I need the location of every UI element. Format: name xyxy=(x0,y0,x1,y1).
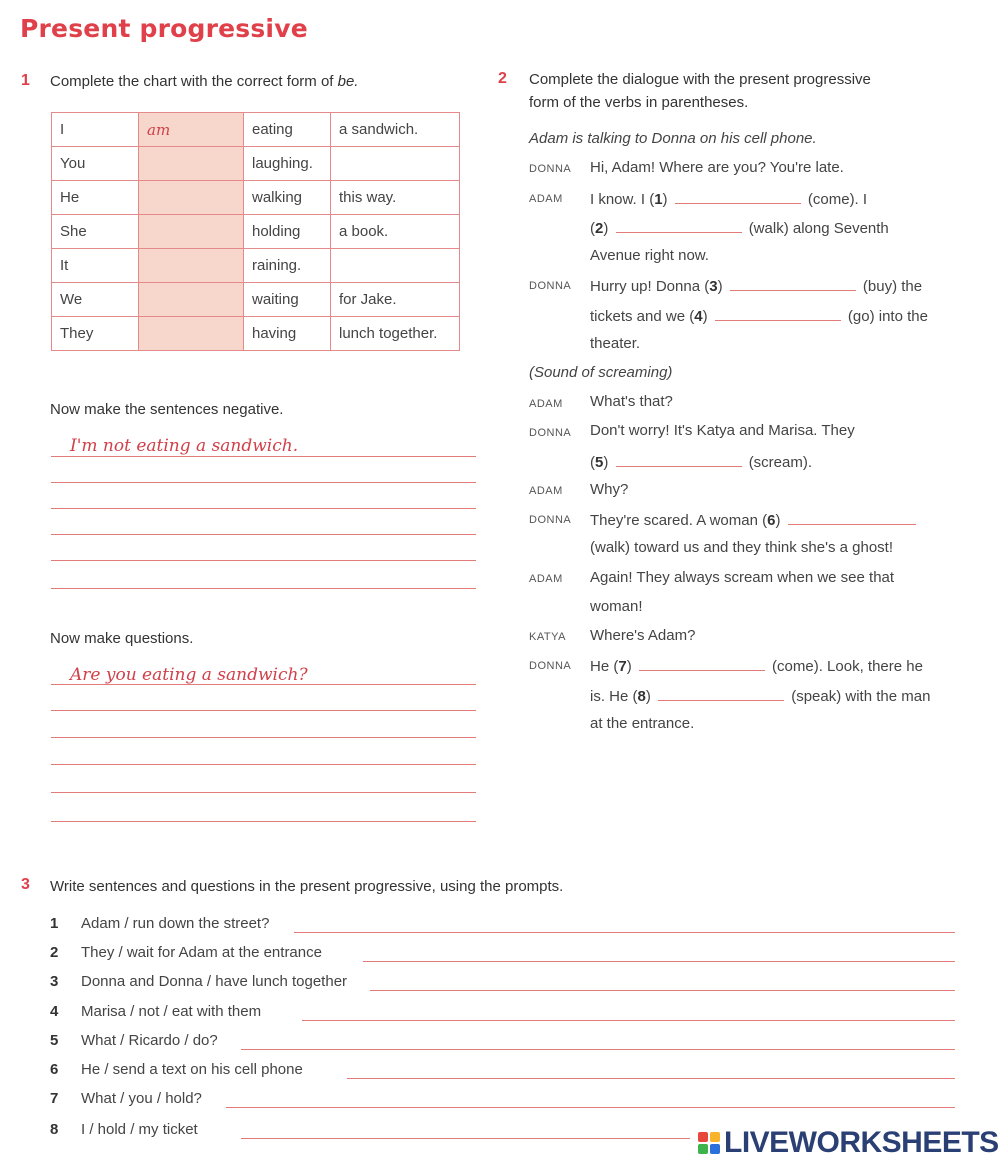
text: (buy) the xyxy=(862,278,923,295)
answer-blank-8[interactable] xyxy=(658,686,784,701)
speaker-label: DONNA xyxy=(529,514,572,526)
speaker-label: DONNA xyxy=(529,163,572,175)
dialogue-line xyxy=(590,510,919,529)
item-answer-line[interactable] xyxy=(370,990,955,991)
text: (come). I xyxy=(807,191,868,208)
chart-row xyxy=(52,249,460,283)
negative-heading: Now make the sentences negative. xyxy=(50,401,284,418)
dialogue-line: What's that? xyxy=(590,393,673,410)
negative-example-answer: I'm not eating a sandwich. xyxy=(70,436,299,456)
chart-row xyxy=(52,181,460,215)
question-line-5[interactable] xyxy=(51,792,476,793)
answer-blank-7[interactable] xyxy=(639,656,765,671)
negative-line-1[interactable] xyxy=(51,456,476,457)
item-number: 8 xyxy=(50,1121,59,1138)
text: (scream). xyxy=(748,454,813,471)
item-number: 1 xyxy=(50,915,59,932)
questions-example-answer: Are you eating a sandwich? xyxy=(70,665,308,685)
speaker-label: DONNA xyxy=(529,660,572,672)
item-prompt: He / send a text on his cell phone xyxy=(81,1061,303,1078)
answer-blank-5[interactable] xyxy=(616,452,742,467)
dialogue-line: Avenue right now. xyxy=(590,247,709,264)
be-answer-cell[interactable] xyxy=(139,147,244,181)
subject-cell: They xyxy=(52,317,139,351)
text: ( xyxy=(590,220,595,237)
text: ( xyxy=(590,454,595,471)
complement-cell xyxy=(331,249,460,283)
item-prompt: Marisa / not / eat with them xyxy=(81,1003,262,1020)
negative-line-2[interactable] xyxy=(51,482,476,483)
item-answer-line[interactable] xyxy=(363,961,955,962)
dialogue-line: Where's Adam? xyxy=(590,627,696,644)
dialogue-line: Again! They always scream when we see that xyxy=(590,569,895,586)
blank-number: 7 xyxy=(618,658,627,675)
ing-verb-cell: walking xyxy=(244,181,331,215)
question-line-4[interactable] xyxy=(51,764,476,765)
text: is. He ( xyxy=(590,688,638,705)
logo-square xyxy=(698,1144,708,1154)
dialogue-line xyxy=(590,276,922,295)
text: (go) into the xyxy=(847,308,928,325)
liveworksheets-logo xyxy=(698,1126,999,1160)
subject-cell: You xyxy=(52,147,139,181)
item-answer-line[interactable] xyxy=(241,1138,690,1139)
text: ) xyxy=(775,512,781,529)
speaker-label: ADAM xyxy=(529,485,563,497)
answer-blank-6[interactable] xyxy=(788,510,916,525)
text: (come). Look, there he xyxy=(772,658,923,675)
blank-number: 1 xyxy=(654,191,663,208)
blank-number: 5 xyxy=(595,454,604,471)
item-prompt: They / wait for Adam at the entrance xyxy=(81,944,322,961)
dialogue-line xyxy=(590,656,923,675)
item-number: 4 xyxy=(50,1003,59,1020)
item-number: 3 xyxy=(50,973,59,990)
subject-cell: I xyxy=(52,113,139,147)
complement-cell: for Jake. xyxy=(331,283,460,317)
subject-cell: He xyxy=(52,181,139,215)
chart-row xyxy=(52,113,460,147)
be-answer-cell[interactable] xyxy=(139,215,244,249)
section-2-instruction-line-1: Complete the dialogue with the present progressive xyxy=(529,71,871,88)
chart-row xyxy=(52,283,460,317)
logo-square xyxy=(710,1144,720,1154)
item-prompt: I / hold / my ticket xyxy=(81,1121,198,1138)
complement-cell: a sandwich. xyxy=(331,113,460,147)
item-prompt: What / Ricardo / do? xyxy=(81,1032,218,1049)
negative-line-6[interactable] xyxy=(51,588,476,589)
speaker-label: DONNA xyxy=(529,280,572,292)
section-1-number: 1 xyxy=(21,72,30,89)
chart-row xyxy=(52,215,460,249)
be-answer-cell[interactable] xyxy=(139,249,244,283)
text: They're scared. A woman ( xyxy=(590,512,768,529)
speaker-label: KATYA xyxy=(529,631,566,643)
text: ) xyxy=(645,688,651,705)
speaker-label: ADAM xyxy=(529,573,563,585)
text: (speak) with the man xyxy=(791,688,931,705)
text: ) xyxy=(662,191,668,208)
chart-row xyxy=(52,147,460,181)
logo-square xyxy=(698,1132,708,1142)
dialogue-line: Hi, Adam! Where are you? You're late. xyxy=(590,159,844,176)
section-3-number: 3 xyxy=(21,876,30,893)
logo-text: LIVEWORKSHEETS xyxy=(724,1126,999,1159)
blank-number: 2 xyxy=(595,220,604,237)
section-1-instruction xyxy=(50,71,358,93)
section-1-instruction-text: Complete the chart with the correct form of xyxy=(50,73,334,90)
blank-number: 6 xyxy=(767,512,776,529)
item-number: 6 xyxy=(50,1061,59,1078)
text: ) xyxy=(603,220,609,237)
text: ) xyxy=(702,308,708,325)
question-line-3[interactable] xyxy=(51,737,476,738)
ing-verb-cell: holding xyxy=(244,215,331,249)
speaker-label: ADAM xyxy=(529,193,563,205)
dialogue-line xyxy=(590,189,867,208)
dialogue-line: (walk) toward us and they think she's a ghost! xyxy=(590,539,894,556)
ing-verb-cell: waiting xyxy=(244,283,331,317)
answer-blank-4[interactable] xyxy=(715,306,841,321)
sound-effect: (Sound of screaming) xyxy=(529,364,673,381)
dialogue-line: Why? xyxy=(590,481,629,498)
section-2-instruction-line-2: form of the verbs in parentheses. xyxy=(529,94,749,111)
text: He ( xyxy=(590,658,619,675)
questions-heading: Now make questions. xyxy=(50,630,194,647)
answer-blank-1[interactable] xyxy=(675,189,801,204)
complement-cell: lunch together. xyxy=(331,317,460,351)
section-3-instruction: Write sentences and questions in the present progressive, using the prompts. xyxy=(50,878,564,895)
text: ) xyxy=(717,278,723,295)
text: ) xyxy=(626,658,632,675)
be-answer-cell[interactable]: am xyxy=(139,113,244,147)
ing-verb-cell: laughing. xyxy=(244,147,331,181)
dialogue-line: woman! xyxy=(590,598,643,615)
dialogue-line xyxy=(590,306,928,325)
text: Hurry up! Donna ( xyxy=(590,278,710,295)
answer-blank-2[interactable] xyxy=(616,218,742,233)
logo-icon xyxy=(698,1132,720,1154)
page-title: Present progressive xyxy=(20,14,308,43)
blank-number: 8 xyxy=(637,688,646,705)
blank-number: 3 xyxy=(709,278,718,295)
item-answer-line[interactable] xyxy=(294,932,955,933)
text: (walk) along Seventh xyxy=(748,220,889,237)
subject-cell: She xyxy=(52,215,139,249)
dialogue-intro: Adam is talking to Donna on his cell phone. xyxy=(529,130,817,147)
dialogue-line xyxy=(590,686,930,705)
item-prompt: Adam / run down the street? xyxy=(81,915,270,932)
item-number: 5 xyxy=(50,1032,59,1049)
dialogue-line xyxy=(590,452,812,471)
item-number: 7 xyxy=(50,1090,59,1107)
section-2-number: 2 xyxy=(498,70,507,87)
question-line-1[interactable] xyxy=(51,684,476,685)
item-prompt: Donna and Donna / have lunch together xyxy=(81,973,348,990)
dialogue-line xyxy=(590,218,889,237)
section-1-instruction-em: be. xyxy=(337,73,359,90)
item-prompt: What / you / hold? xyxy=(81,1090,202,1107)
logo-square xyxy=(710,1132,720,1142)
question-line-6[interactable] xyxy=(51,821,476,822)
subject-cell: We xyxy=(52,283,139,317)
complement-cell xyxy=(331,147,460,181)
question-line-2[interactable] xyxy=(51,710,476,711)
be-chart-table xyxy=(51,112,460,351)
dialogue-line: at the entrance. xyxy=(590,715,695,732)
speaker-label: ADAM xyxy=(529,398,563,410)
chart-row xyxy=(52,317,460,351)
subject-cell: It xyxy=(52,249,139,283)
item-answer-line[interactable] xyxy=(241,1049,955,1050)
negative-line-4[interactable] xyxy=(51,534,476,535)
negative-line-5[interactable] xyxy=(51,560,476,561)
dialogue-line: Don't worry! It's Katya and Marisa. They xyxy=(590,422,855,439)
ing-verb-cell: eating xyxy=(244,113,331,147)
text: I know. I ( xyxy=(590,191,655,208)
complement-cell: a book. xyxy=(331,215,460,249)
be-answer-cell[interactable] xyxy=(139,283,244,317)
item-number: 2 xyxy=(50,944,59,961)
be-answer-cell[interactable] xyxy=(139,317,244,351)
item-answer-line[interactable] xyxy=(226,1107,955,1108)
answer-blank-3[interactable] xyxy=(730,276,856,291)
blank-number: 4 xyxy=(694,308,703,325)
be-answer-cell[interactable] xyxy=(139,181,244,215)
item-answer-line[interactable] xyxy=(347,1078,955,1079)
ing-verb-cell: having xyxy=(244,317,331,351)
text: tickets and we ( xyxy=(590,308,695,325)
item-answer-line[interactable] xyxy=(302,1020,955,1021)
speaker-label: DONNA xyxy=(529,427,572,439)
negative-line-3[interactable] xyxy=(51,508,476,509)
dialogue-line: theater. xyxy=(590,335,641,352)
ing-verb-cell: raining. xyxy=(244,249,331,283)
text: ) xyxy=(603,454,609,471)
complement-cell: this way. xyxy=(331,181,460,215)
